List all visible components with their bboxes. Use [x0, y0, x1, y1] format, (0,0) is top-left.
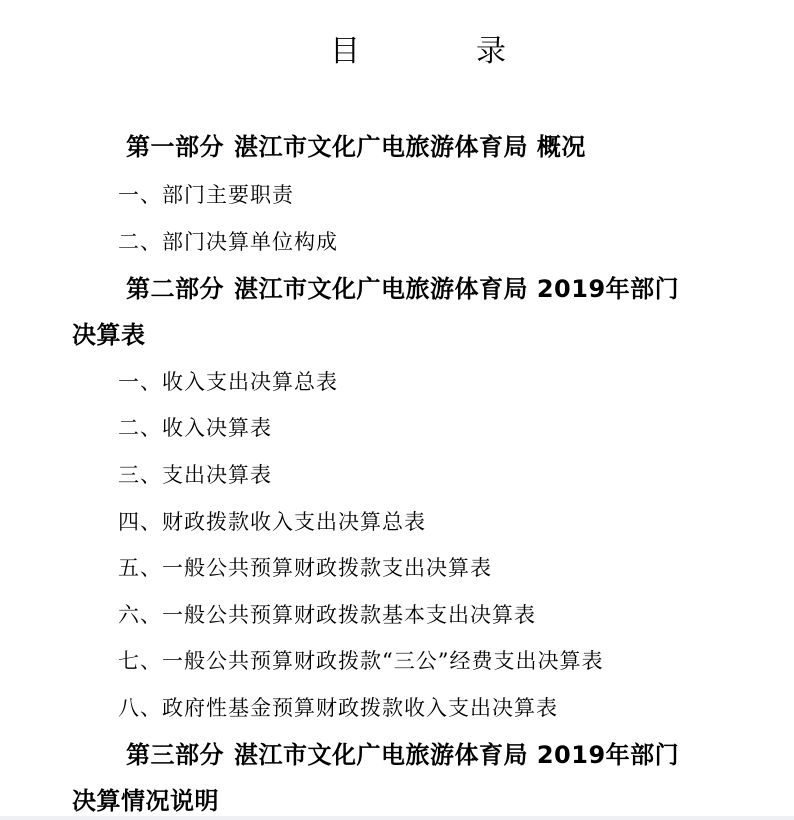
toc-item-2-1[interactable]: 一、收入支出决算总表: [118, 370, 338, 394]
toc-item-1-2[interactable]: 二、部门决算单位构成: [118, 230, 338, 254]
part-1-title: 湛江市文化广电旅游体育局 概况: [234, 133, 586, 161]
toc-item-2-7[interactable]: 七、一般公共预算财政拨款“三公”经费支出决算表: [118, 649, 604, 673]
part-1-label: 第一部分: [126, 133, 224, 161]
toc-item-2-6[interactable]: 六、一般公共预算财政拨款基本支出决算表: [118, 603, 536, 627]
part-3-title: 湛江市文化广电旅游体育局 2019年部门: [234, 741, 680, 769]
part-3-heading-cont[interactable]: 决算情况说明: [72, 787, 219, 815]
toc-title-char-2: 录: [476, 34, 506, 69]
toc-title-char-1: 目: [330, 34, 360, 69]
toc-item-2-5[interactable]: 五、一般公共预算财政拨款支出决算表: [118, 556, 492, 580]
part-2-label: 第二部分: [126, 275, 224, 303]
part-3-label: 第三部分: [126, 741, 224, 769]
toc-item-2-4[interactable]: 四、财政拨款收入支出决算总表: [118, 510, 426, 534]
toc-item-2-3[interactable]: 三、支出决算表: [118, 463, 272, 487]
part-1-heading[interactable]: [126, 130, 586, 164]
part-3-heading[interactable]: [126, 738, 679, 772]
toc-title: [0, 32, 794, 72]
toc-item-2-8[interactable]: 八、政府性基金预算财政拨款收入支出决算表: [118, 696, 558, 720]
part-2-title: 湛江市文化广电旅游体育局 2019年部门: [234, 275, 680, 303]
page-edge: [0, 816, 794, 820]
part-2-heading[interactable]: [126, 272, 679, 306]
toc-item-1-1[interactable]: 一、部门主要职责: [118, 183, 294, 207]
part-2-heading-cont[interactable]: 决算表: [72, 321, 146, 349]
toc-item-2-2[interactable]: 二、收入决算表: [118, 416, 272, 440]
